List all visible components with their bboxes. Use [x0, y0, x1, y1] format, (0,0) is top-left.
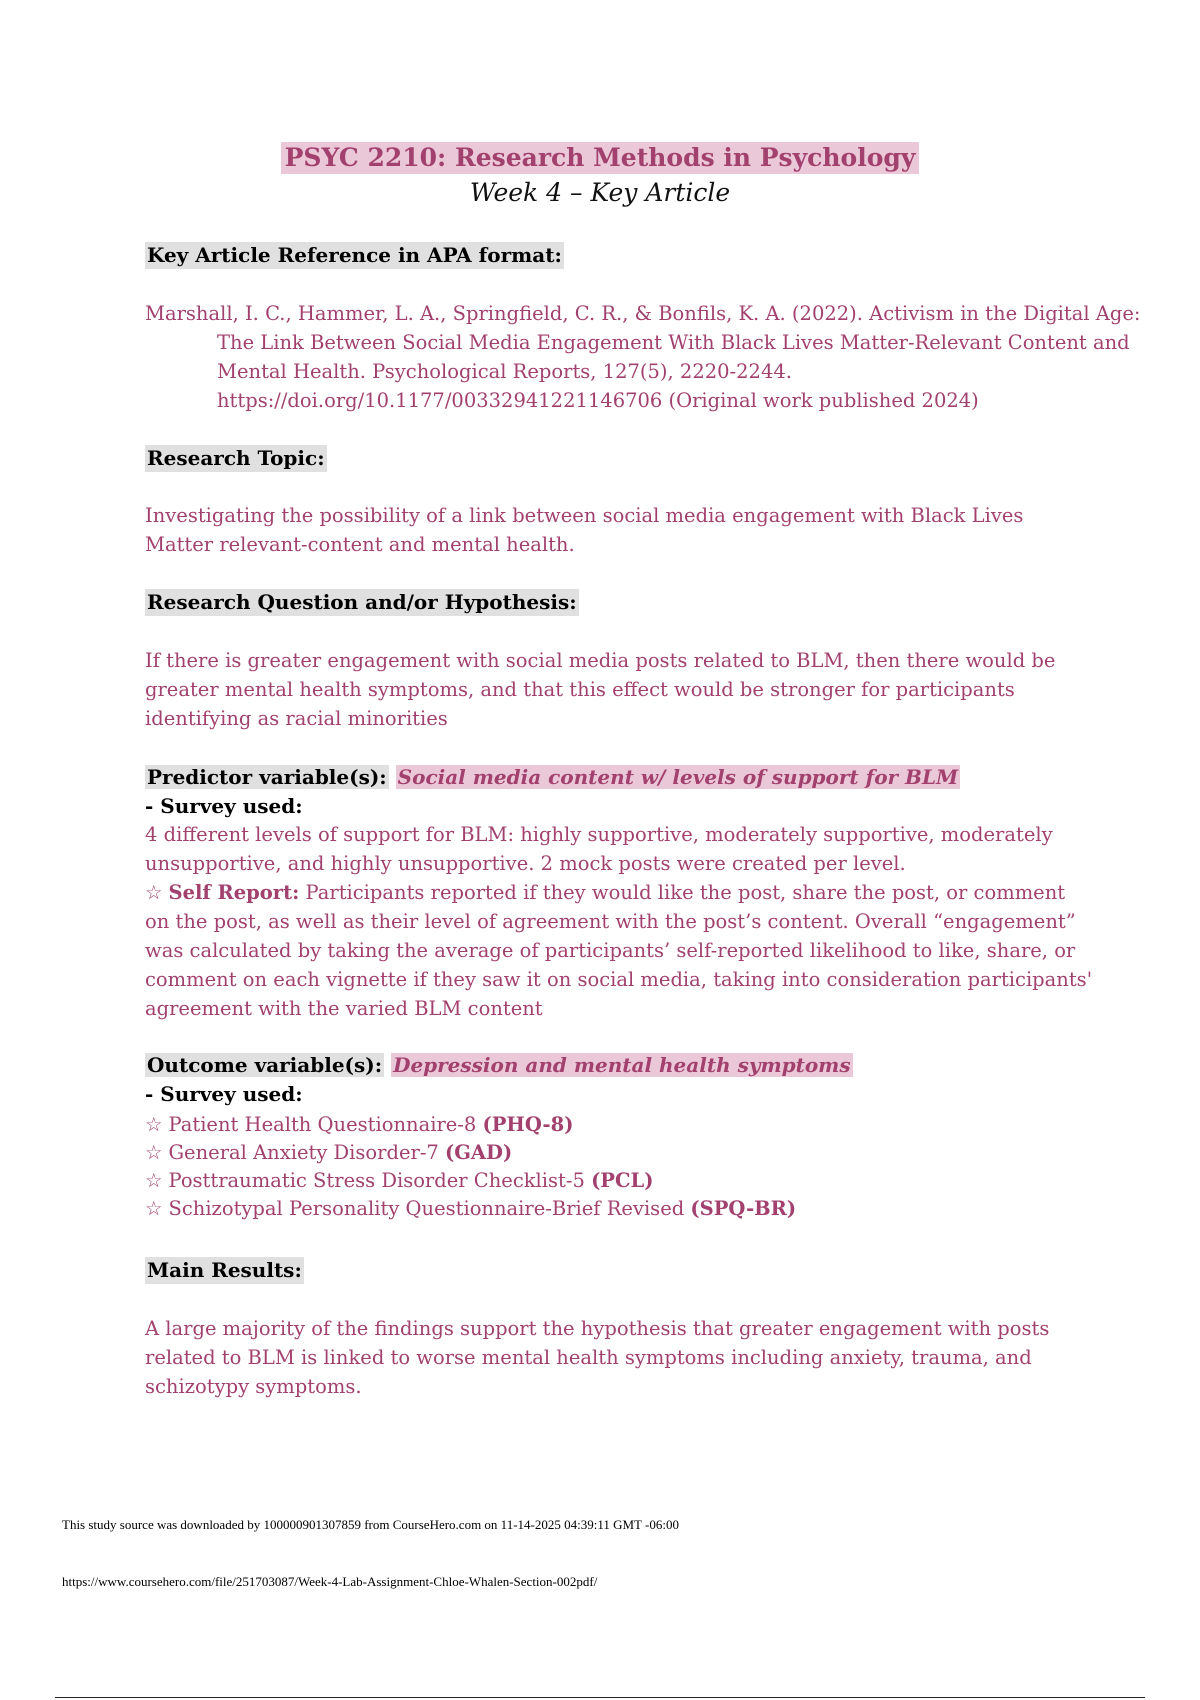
- survey-abbr: (PCL): [591, 1169, 654, 1192]
- survey-abbr: (GAD): [445, 1141, 513, 1164]
- star-icon: ☆: [145, 881, 163, 904]
- reference-heading: Key Article Reference in APA format:: [147, 243, 562, 267]
- hypothesis-heading: Research Question and/or Hypothesis:: [147, 590, 577, 614]
- self-report-paragraph: [145, 878, 1095, 1023]
- outcome-label: Outcome variable(s):: [147, 1053, 383, 1077]
- list-item: [145, 1110, 1095, 1138]
- reference-text: Marshall, I. C., Hammer, L. A., Springfield, C. R., & Bonfils, K. A. (2022). Activism in the Digital Age: The Link Between Social Media Engagement With Black Lives Matter-Relevant Content and Mental Health. Psychological Reports, 127(5), 2220-2244. https://doi.org/10.1177/00332941221146706 (Original work published 2024): [145, 302, 1141, 412]
- hypothesis-text: If there is greater engagement with social media posts related to BLM, then there would be greater mental health symptoms, and that this effect would be stronger for participants identifying as racial minorities: [145, 649, 1056, 730]
- week-subtitle: Week 4 – Key Article: [469, 178, 731, 207]
- predictor-description: [145, 820, 1095, 1023]
- list-item: [145, 1138, 1095, 1166]
- document-title-block: [0, 142, 1200, 174]
- list-item: [145, 1194, 1095, 1222]
- predictor-value: Social media content w/ levels of support for BLM: [397, 765, 959, 789]
- results-heading: Main Results:: [147, 1258, 302, 1282]
- predictor-levels-text: 4 different levels of support for BLM: highly supportive, moderately supportive, moderately unsupportive, and highly unsupportive. 2 mock posts were created per level.: [145, 823, 1053, 875]
- self-report-text: Participants reported if they would like the post, share the post, or comment on the post, as well as their level of agreement with the post’s content. Overall “engagement” was calculated by taking the average of participants’ self-reported likelihood to like, share, or comment on each vignette if they saw it on social media, taking into consideration participants' agreement with the varied BLM content: [145, 881, 1093, 1020]
- star-icon: ☆: [145, 1197, 163, 1220]
- predictor-label: Predictor variable(s):: [147, 765, 387, 789]
- page-divider: [55, 1697, 1145, 1698]
- outcome-survey-list: [145, 1110, 1095, 1222]
- self-report-label: Self Report:: [168, 881, 300, 904]
- predictor-row: [145, 762, 960, 792]
- survey-abbr: (PHQ-8): [482, 1113, 574, 1136]
- topic-heading: Research Topic:: [147, 446, 325, 470]
- star-icon: ☆: [145, 1169, 163, 1192]
- survey-name: Schizotypal Personality Questionnaire-Brief Revised: [168, 1197, 685, 1220]
- survey-name: Patient Health Questionnaire-8: [168, 1113, 477, 1136]
- download-notice: This study source was downloaded by 100000901307859 from CourseHero.com on 11-14-2025 04:39:11 GMT -06:00: [62, 1517, 679, 1532]
- star-icon: ☆: [145, 1113, 163, 1136]
- survey-name: Posttraumatic Stress Disorder Checklist-5: [168, 1169, 585, 1192]
- source-url[interactable]: https://www.coursehero.com/file/251703087/Week-4-Lab-Assignment-Chloe-Whalen-Section-002pdf/: [62, 1574, 598, 1589]
- outcome-value: Depression and mental health symptoms: [393, 1053, 851, 1077]
- topic-text: Investigating the possibility of a link between social media engagement with Black Lives Matter relevant-content and mental health.: [145, 504, 1024, 556]
- outcome-row: [145, 1050, 853, 1080]
- results-text: A large majority of the findings support the hypothesis that greater engagement with posts related to BLM is linked to worse mental health symptoms including anxiety, trauma, and schizotypy symptoms.: [145, 1317, 1050, 1398]
- star-icon: ☆: [145, 1141, 163, 1164]
- list-item: [145, 1166, 1095, 1194]
- course-title: PSYC 2210: Research Methods in Psychology: [281, 142, 920, 174]
- survey-abbr: (SPQ-BR): [690, 1197, 797, 1220]
- predictor-survey-label: - Survey used:: [145, 794, 303, 818]
- outcome-survey-label: - Survey used:: [145, 1082, 303, 1106]
- outcome-survey-list-block: [145, 1110, 1095, 1222]
- survey-name: General Anxiety Disorder-7: [168, 1141, 439, 1164]
